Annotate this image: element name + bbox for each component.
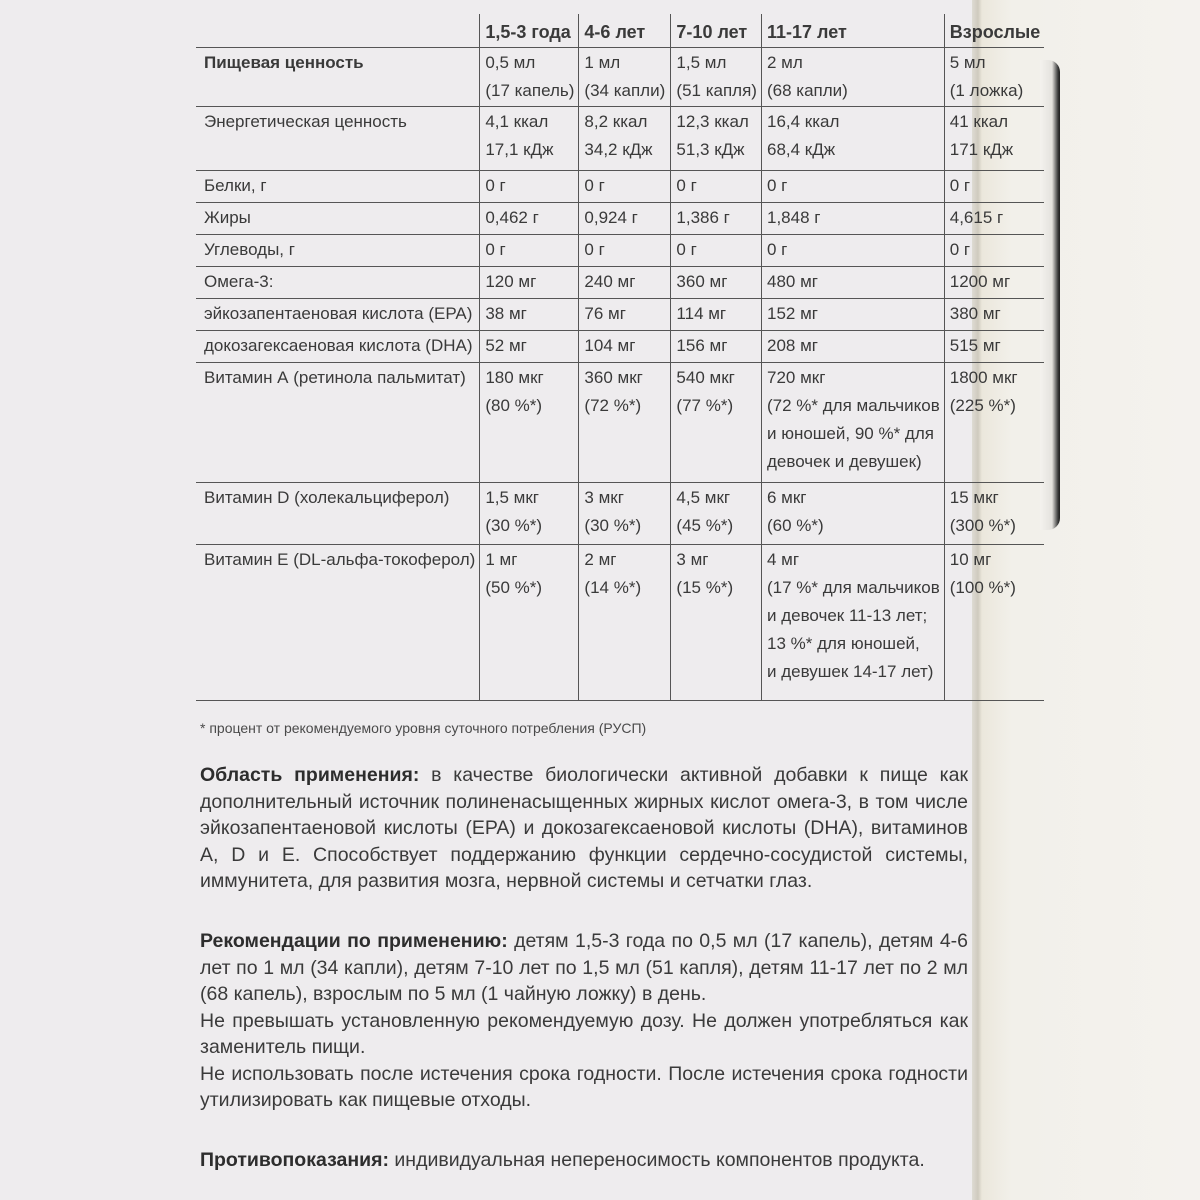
cell-line: 720 мкг [766,368,826,387]
row-label: Углеводы, г [196,235,480,267]
table-cell [579,299,671,331]
cell-line: 6 мкг [766,488,807,507]
cell-line: (45 %*) [676,516,734,535]
table-cell [944,48,1044,107]
cell-line: (30 %*) [584,516,642,535]
cell-line: 152 мг [766,304,818,323]
table-row [196,545,1044,701]
table-cell [480,483,579,545]
column-header: 4-6 лет [579,14,671,48]
cell-line: 68,4 кДж [766,140,836,159]
cell-line: 0 г [676,240,697,259]
table-cell [671,483,762,545]
cell-line: (225 %*) [949,396,1016,415]
cell-line: (34 капли) [584,81,666,100]
cell-line: (300 %*) [949,516,1016,535]
header-corner [196,14,480,48]
column-header: Взрослые [944,14,1044,48]
cell-line: (1 ложка) [949,81,1024,100]
table-cell [761,331,944,363]
cell-line: 1 мл [584,53,621,72]
cell-line: 10 мг [949,550,992,569]
table-cell [579,235,671,267]
cell-line: и юношей, 90 %* для [766,424,934,443]
table-cell [480,48,579,107]
cell-line: 171 кДж [949,140,1014,159]
table-cell [480,545,579,701]
table-cell [671,171,762,203]
cell-line: 15 мкг [949,488,999,507]
table-cell [579,107,671,171]
cell-line: (14 %*) [584,578,642,597]
table-cell [480,299,579,331]
contraindications-section [200,1147,968,1174]
cell-line: 1800 мкг [949,368,1018,387]
table-cell [761,48,944,107]
table-cell [671,267,762,299]
cell-line: 4 мг [766,550,800,569]
table-cell [579,363,671,483]
column-header: 7-10 лет [671,14,762,48]
cell-line: (50 %*) [485,578,543,597]
cell-line: (17 капель) [485,81,575,100]
contraindications-heading: Противопоказания: [200,1149,389,1171]
cell-line: 380 мг [949,304,1001,323]
cell-line: 1200 мг [949,272,1011,291]
cell-line: 12,3 ккал [676,112,749,131]
cell-line: 13 %* для юношей, [766,634,920,653]
cell-line: 2 мл [766,53,803,72]
table-cell [944,363,1044,483]
table-cell [944,107,1044,171]
cell-line: 38 мг [485,304,527,323]
table-cell [671,331,762,363]
cell-line: 0 г [766,176,788,195]
cell-line: 0 г [676,176,697,195]
table-cell [944,171,1044,203]
cell-line: 4,5 мкг [676,488,731,507]
cell-line: 156 мг [676,336,728,355]
cell-line: 0 г [766,240,788,259]
cell-line: (17 %* для мальчиков [766,578,940,597]
column-header: 1,5-3 года [480,14,579,48]
row-label: Витамин D (холекальциферол) [196,483,480,545]
column-header: 11-17 лет [761,14,944,48]
row-label: докозагексаеновая кислота (DHA) [196,331,480,363]
application-section [200,762,968,895]
recommendations-note: Не использовать после истечения срока годности. После истечения срока годности утилизировать как пищевые отходы. [200,1062,968,1111]
cell-line: 76 мг [584,304,626,323]
cell-line: 208 мг [766,336,818,355]
cell-line: 1,5 мл [676,53,727,72]
cell-line: 3 мг [676,550,709,569]
row-label: Жиры [196,203,480,235]
table-cell [480,331,579,363]
table-row [196,331,1044,363]
table-cell [671,235,762,267]
row-label: эйкозапентаеновая кислота (EPA) [196,299,480,331]
cell-line: 0 г [584,240,605,259]
table-row [196,171,1044,203]
table-cell [944,299,1044,331]
table-cell [944,331,1044,363]
cell-line: (60 %*) [766,516,824,535]
row-label: Пищевая ценность [196,48,480,107]
table-cell [761,107,944,171]
cell-line: (68 капли) [766,81,848,100]
row-label: Витамин Е (DL-альфа-токоферол) [196,545,480,701]
cell-line: 0 г [485,176,506,195]
cell-line: 515 мг [949,336,1001,355]
table-cell [944,267,1044,299]
cell-line: 17,1 кДж [485,140,554,159]
cell-line: (30 %*) [485,516,543,535]
cell-line: (51 капля) [676,81,757,100]
application-text: в качестве биологически активной добавки к пище как дополнительный источник полиненасыщенных жирных кислот омега-3, в том числе эйкозапентаеновой кислоты (EPA) и докозагексаеновой кислоты (DHA), витаминов A, D и E. Способствует поддержанию функции сердечно-сосудистой системы, иммунитета, для развития мозга, нервной системы и сетчатки глаз. [200,764,968,892]
cell-line: 1,848 г [766,208,821,227]
cell-line: 0 г [584,176,605,195]
cell-line: (100 %*) [949,578,1016,597]
footnote: * процент от рекомендуемого уровня суточного потребления (РУСП) [200,720,647,736]
table-row [196,299,1044,331]
row-label: Витамин А (ретинола пальмитат) [196,363,480,483]
table-cell [579,203,671,235]
cell-line: 16,4 ккал [766,112,840,131]
table-row [196,483,1044,545]
cell-line: 2 мг [584,550,617,569]
row-label: Омега-3: [196,267,480,299]
table-cell [579,545,671,701]
cell-line: 0,5 мл [485,53,536,72]
table-cell [671,107,762,171]
cell-line: 5 мл [949,53,986,72]
cell-line: 52 мг [485,336,527,355]
table-cell [761,235,944,267]
table-row [196,267,1044,299]
table-cell [944,235,1044,267]
table-cell [761,545,944,701]
cell-line: 8,2 ккал [584,112,648,131]
row-label: Энергетическая ценность [196,107,480,171]
cell-line: 3 мкг [584,488,624,507]
cell-line: 0 г [485,240,506,259]
cell-line: (80 %*) [485,396,543,415]
table-cell [671,203,762,235]
recommendations-heading: Рекомендации по применению: [200,930,508,952]
table-cell [480,203,579,235]
recommendations-text: детям 1,5-3 года по 0,5 мл (17 капель), детям 4-6 лет по 1 мл (34 капли), детям 7-10 лет по 1,5 мл (51 капля), детям 11-17 лет по 2 мл (68 капель), взрослым по 5 мл (1 чайную ложку) в день. [200,930,968,1005]
table-cell [671,363,762,483]
cell-line: 114 мг [676,304,727,323]
recommendations-note: Не превышать установленную рекомендуемую дозу. Не должен употребляться как заменитель пищи. [200,1009,968,1058]
cell-line: (72 %* для мальчиков [766,396,940,415]
table-row [196,48,1044,107]
cell-line: 1,386 г [676,208,730,227]
cell-line: 480 мг [766,272,818,291]
cell-line: 4,615 г [949,208,1004,227]
cell-line: 360 мг [676,272,728,291]
cell-line: 180 мкг [485,368,544,387]
table-cell [579,171,671,203]
table-cell [671,545,762,701]
application-heading: Область применения: [200,764,420,786]
table-cell [480,235,579,267]
cell-line: и девочек 11-13 лет; [766,606,928,625]
cell-line: 0,924 г [584,208,638,227]
table-row [196,107,1044,171]
cell-line: 51,3 кДж [676,140,745,159]
table-row [196,203,1044,235]
table-cell [579,331,671,363]
table-row [196,235,1044,267]
cell-line: 360 мкг [584,368,643,387]
table-cell [944,203,1044,235]
cell-line: и девушек 14-17 лет) [766,662,934,681]
table-cell [579,483,671,545]
table-cell [579,267,671,299]
cell-line: 540 мкг [676,368,735,387]
table-cell [761,267,944,299]
table-cell [480,267,579,299]
cell-line: (72 %*) [584,396,642,415]
cell-line: девочек и девушек) [766,452,922,471]
table-cell [761,171,944,203]
cell-line: 104 мг [584,336,636,355]
cell-line: 4,1 ккал [485,112,549,131]
row-label: Белки, г [196,171,480,203]
cell-line: 34,2 кДж [584,140,653,159]
nutrition-table [196,14,1044,701]
table-cell [671,48,762,107]
cell-line: 240 мг [584,272,636,291]
cell-line: 120 мг [485,272,537,291]
table-row [196,363,1044,483]
table-cell [761,203,944,235]
cell-line: (15 %*) [676,578,734,597]
table-cell [944,483,1044,545]
cell-line: 1,5 мкг [485,488,540,507]
table-cell [579,48,671,107]
cell-line: 0 г [949,176,971,195]
table-cell [761,483,944,545]
table-cell [761,363,944,483]
cell-line: 0,462 г [485,208,539,227]
cell-line: 1 мг [485,550,518,569]
table-cell [480,107,579,171]
table-cell [480,171,579,203]
table-cell [944,545,1044,701]
table-header-row [196,14,1044,48]
recommendations-section [200,928,968,1114]
cell-line: 41 ккал [949,112,1009,131]
cell-line: (77 %*) [676,396,734,415]
table-cell [671,299,762,331]
table-cell [761,299,944,331]
contraindications-text: индивидуальная непереносимость компонентов продукта. [388,1149,925,1171]
table-cell [480,363,579,483]
cell-line: 0 г [949,240,971,259]
